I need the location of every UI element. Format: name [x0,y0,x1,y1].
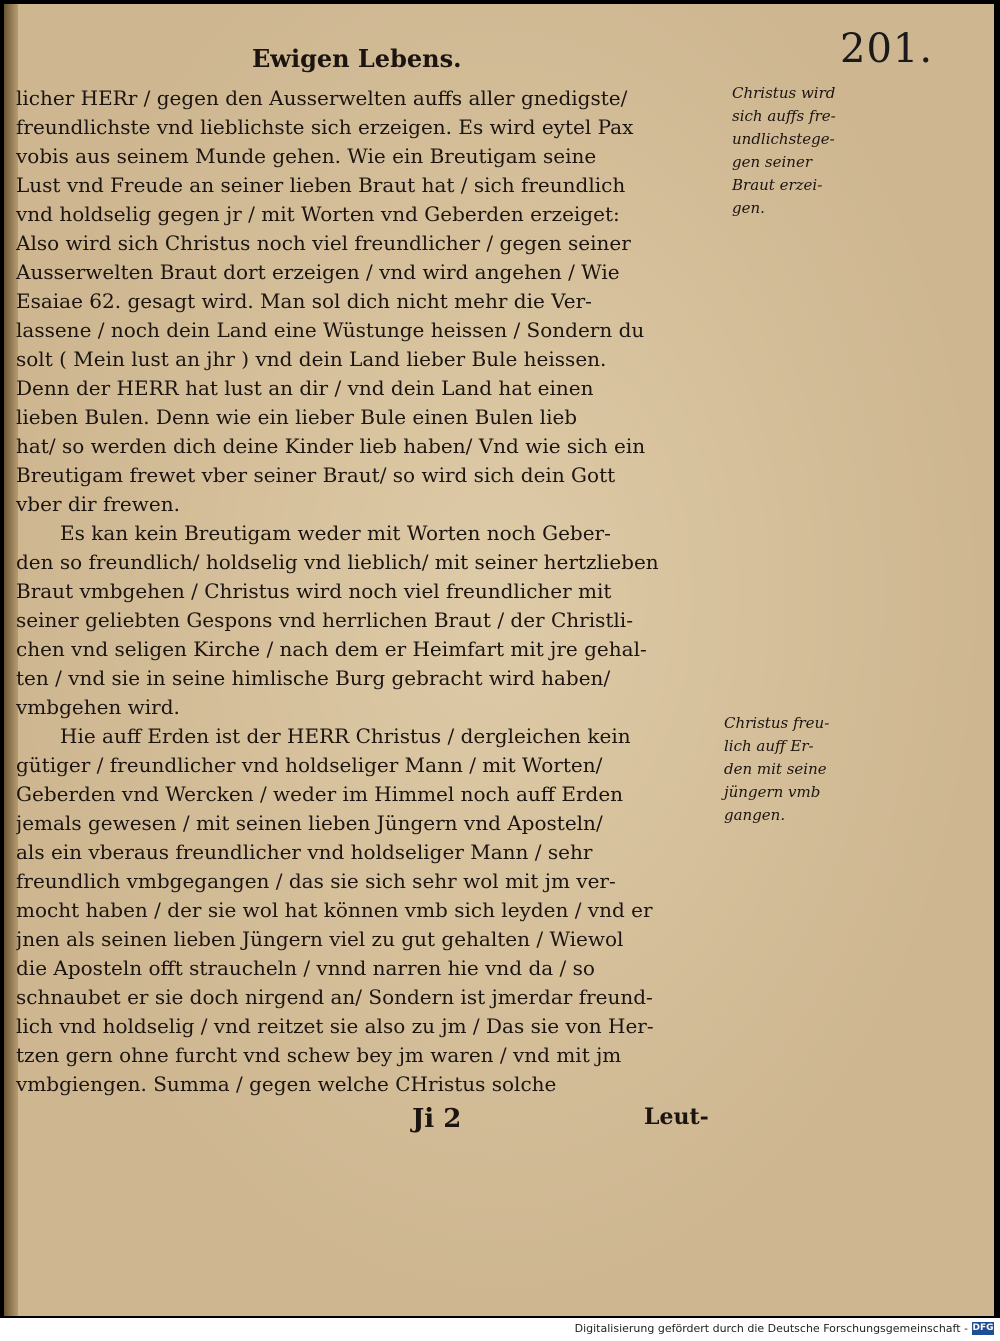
text-line: freundlichste vnd lieblichste sich erzeigen. Es wird eytel Pax [16,115,634,139]
text-line: Geberden vnd Wercken / weder im Himmel noch auff Erden [16,782,624,806]
marginal-note-1 [732,82,852,220]
text-line: lieben Bulen. Denn wie ein lieber Bule einen Bulen lieb [16,405,578,429]
marginal-note-line: sich auffs fre- [732,107,836,125]
marginal-note-line: lich auff Er- [724,737,814,755]
running-header: Ewigen Lebens. [252,44,462,73]
text-line: Es kan kein Breutigam weder mit Worten noch Geber- [60,521,611,545]
text-line: die Aposteln offt straucheln / vnnd narren hie vnd da / so [16,956,595,980]
main-text-block [16,84,728,1099]
marginal-note-line: den mit seine [724,760,827,778]
marginal-note-line: gen. [732,199,765,217]
text-line: vmbgehen wird. [16,695,180,719]
text-line: freundlich vmbgegangen / das sie sich sehr wol mit jm ver- [16,869,616,893]
catchword: Leut- [644,1104,709,1130]
marginal-note-line: jüngern vmb [724,783,821,801]
digitization-credit: Digitalisierung gefördert durch die Deutsche Forschungsgemeinschaft - [574,1322,968,1335]
text-line: ten / vnd sie in seine himlische Burg gebracht wird haben/ [16,666,611,690]
text-line: Ausserwelten Braut dort erzeigen / vnd wird angehen / Wie [16,260,620,284]
text-line: schnaubet er sie doch nirgend an/ Sondern ist jmerdar freund- [16,985,653,1009]
text-line: vobis aus seinem Munde gehen. Wie ein Breutigam seine [16,144,597,168]
text-line: chen vnd seligen Kirche / nach dem er Heimfart mit jre gehal- [16,637,647,661]
text-line: seiner geliebten Gespons vnd herrlichen Braut / der Christli- [16,608,633,632]
text-line: tzen gern ohne furcht vnd schew bey jm waren / vnd mit jm [16,1043,622,1067]
text-line: vber dir frewen. [16,492,180,516]
text-line: Also wird sich Christus noch viel freundlicher / gegen seiner [16,231,631,255]
marginal-note-line: undlichstege- [732,130,835,148]
text-line: Hie auff Erden ist der HERR Christus / dergleichen kein [60,724,631,748]
marginal-note-line: gangen. [724,806,786,824]
footer-bar [0,1318,1000,1341]
text-line: Lust vnd Freude an seiner lieben Braut hat / sich freundlich [16,173,626,197]
book-page [4,4,994,1316]
marginal-note-line: gen seiner [732,153,812,171]
signature-mark: Ji 2 [412,1104,462,1134]
marginal-note-line: Christus freu- [724,714,830,732]
text-line: Braut vmbgehen / Christus wird noch viel freundlicher mit [16,579,612,603]
text-line: solt ( Mein lust an jhr ) vnd dein Land lieber Bule heissen. [16,347,607,371]
marginal-note-line: Braut erzei- [732,176,823,194]
marginal-note-2 [724,712,854,827]
text-line: als ein vberaus freundlicher vnd holdseliger Mann / sehr [16,840,593,864]
text-line: den so freundlich/ holdselig vnd lieblich/ mit seiner hertzlieben [16,550,659,574]
text-line: Denn der HERR hat lust an dir / vnd dein Land hat einen [16,376,594,400]
text-line: Esaiae 62. gesagt wird. Man sol dich nicht mehr die Ver- [16,289,592,313]
text-line: hat/ so werden dich deine Kinder lieb haben/ Vnd wie sich ein [16,434,646,458]
text-line: Breutigam frewet vber seiner Braut/ so wird sich dein Gott [16,463,616,487]
text-line: vmbgiengen. Summa / gegen welche CHristus solche [16,1072,557,1096]
text-line: lassene / noch dein Land eine Wüstunge heissen / Sondern du [16,318,645,342]
text-line: gütiger / freundlicher vnd holdseliger Mann / mit Worten/ [16,753,603,777]
dfg-logo: DFG [972,1323,994,1333]
text-line: jnen als seinen lieben Jüngern viel zu gut gehalten / Wiewol [16,927,624,951]
text-line: licher HERr / gegen den Ausserwelten auffs aller gnedigste/ [16,86,628,110]
marginal-note-line: Christus wird [732,84,836,102]
text-line: vnd holdselig gegen jr / mit Worten vnd Geberden erzeiget: [16,202,620,226]
text-line: lich vnd holdselig / vnd reitzet sie also zu jm / Das sie von Her- [16,1014,654,1038]
text-line: mocht haben / der sie wol hat können vmb sich leyden / vnd er [16,898,653,922]
text-line: jemals gewesen / mit seinen lieben Jüngern vnd Aposteln/ [16,811,603,835]
page-number: 201. [840,26,934,72]
